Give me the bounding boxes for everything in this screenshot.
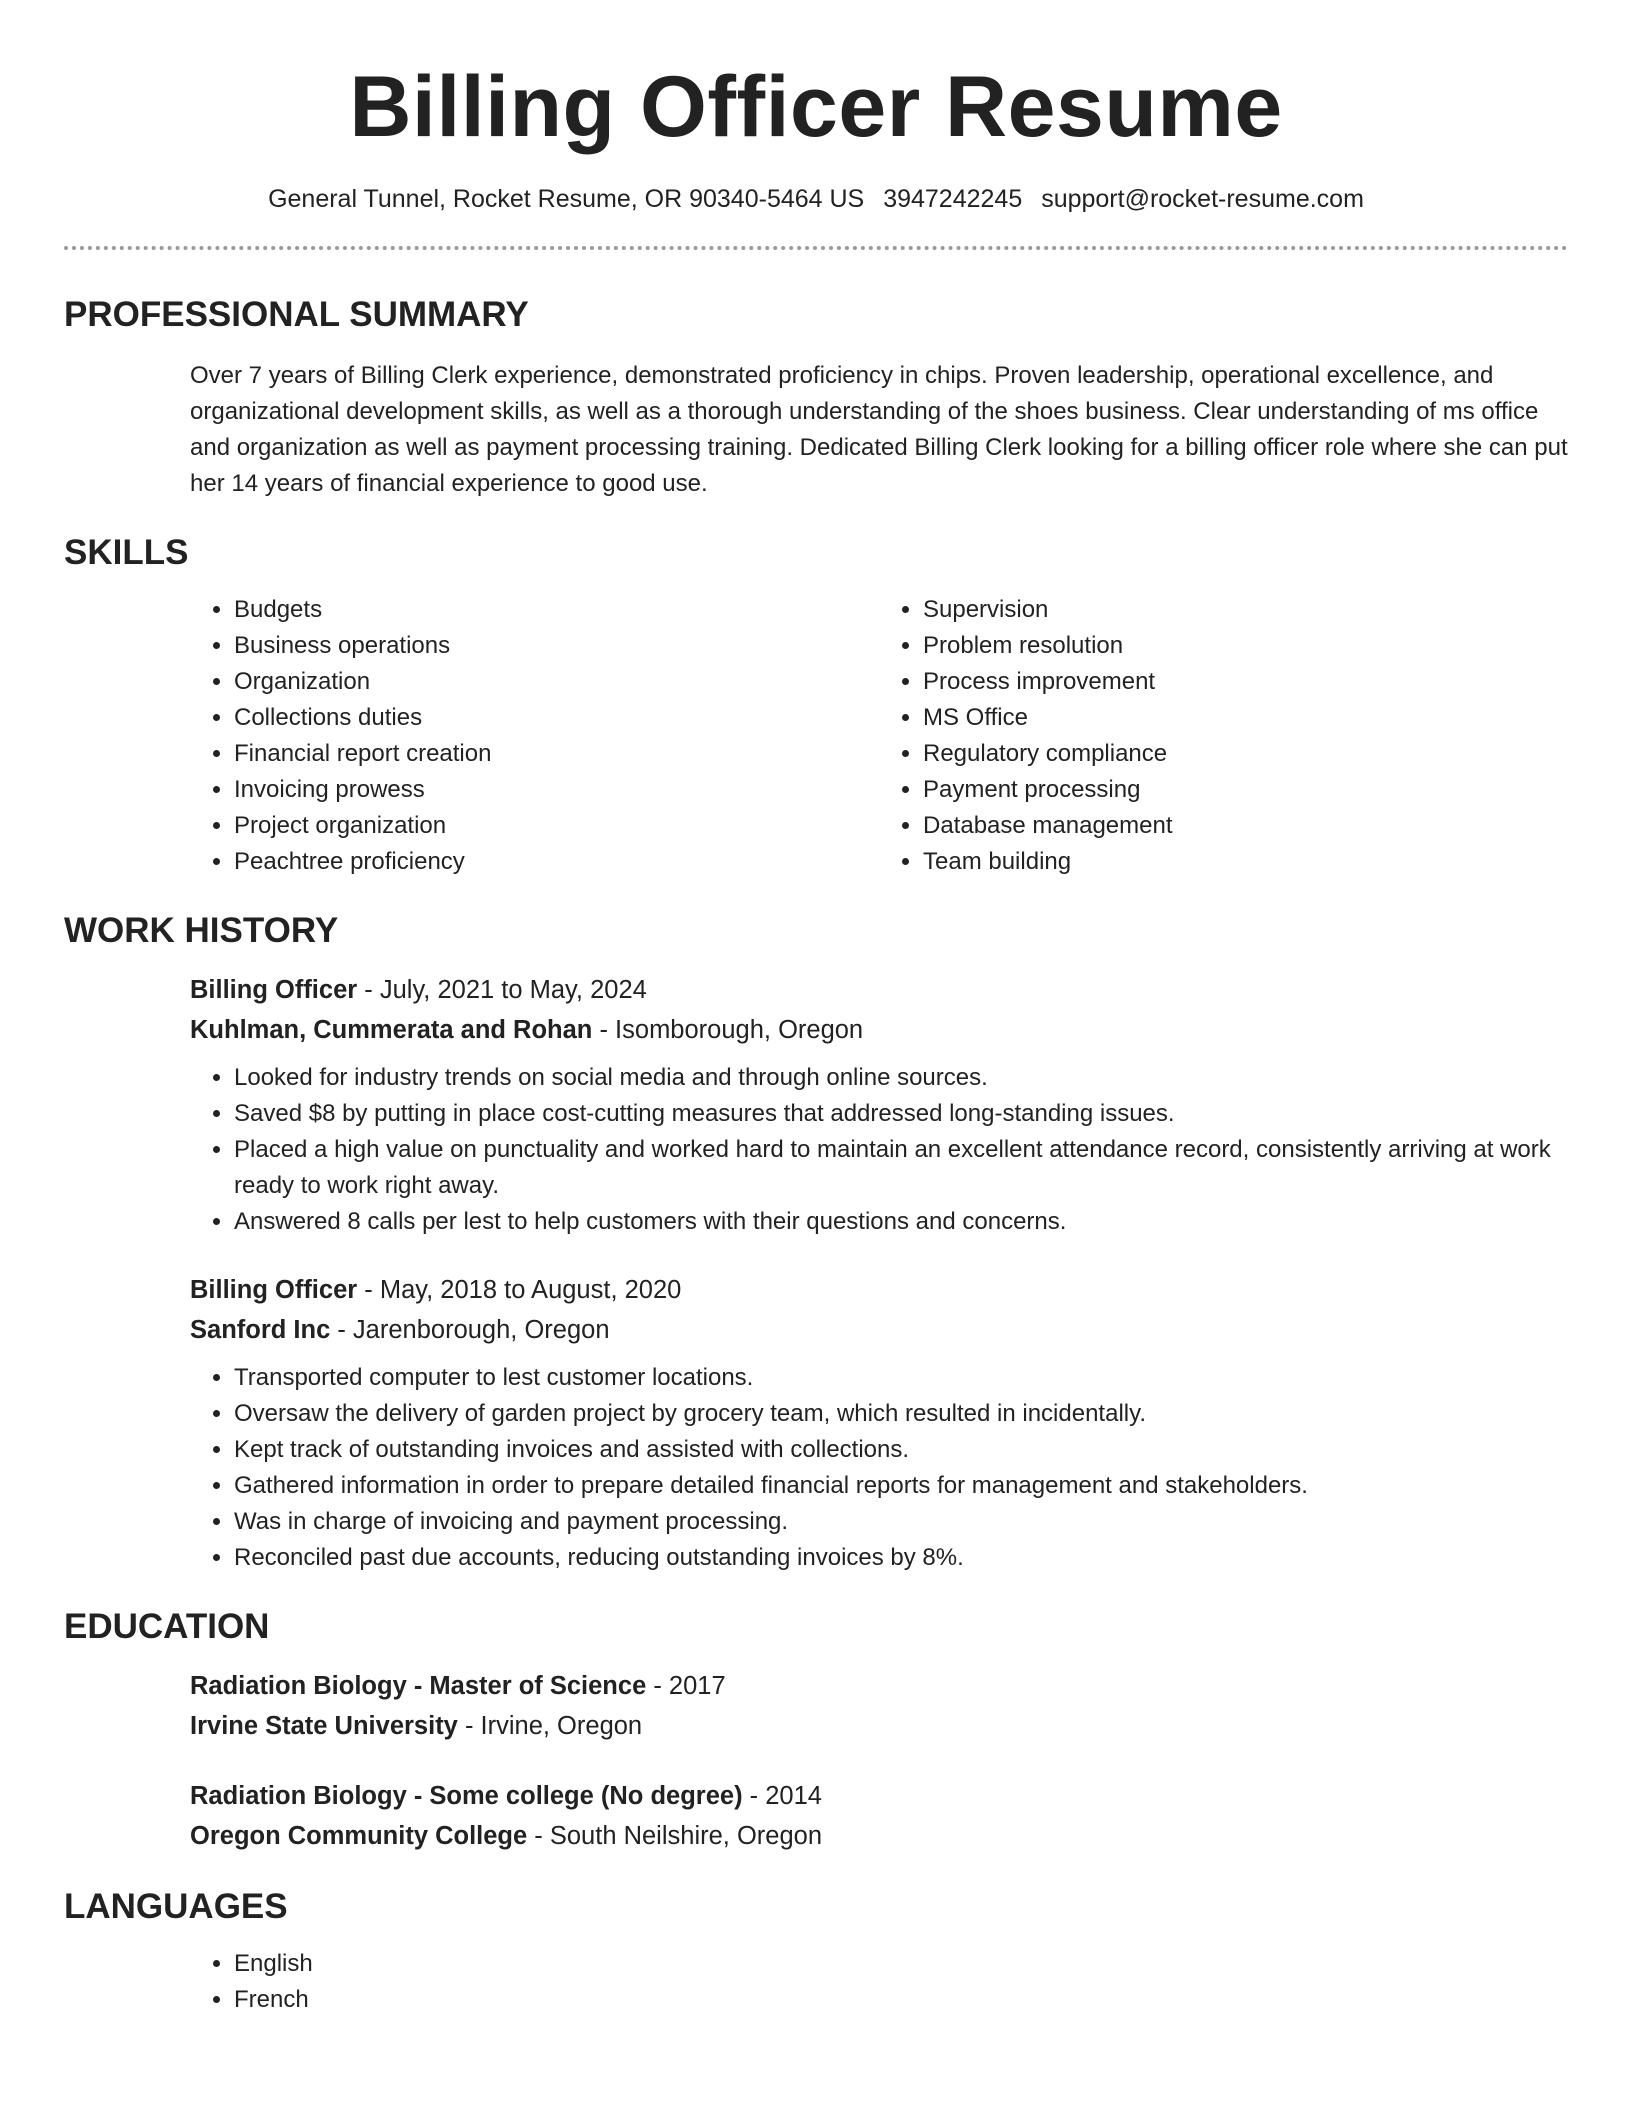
education-year: - 2017	[646, 1672, 726, 1700]
job-role: Billing Officer	[190, 1276, 358, 1304]
education-entry	[190, 1776, 1568, 1856]
contact-email: support@rocket-resume.com	[1041, 185, 1364, 213]
education-school: Oregon Community College	[190, 1822, 528, 1850]
skill-item: • Regulatory compliance	[923, 736, 1568, 772]
skill-item: • Process improvement	[923, 664, 1568, 700]
skill-item: • Invoicing prowess	[234, 772, 879, 808]
job-dates: - July, 2021 to May, 2024	[357, 976, 647, 1004]
job-company-line	[190, 1310, 1568, 1350]
skill-item: • Supervision	[923, 592, 1568, 628]
section-title-education: EDUCATION	[64, 1607, 270, 1646]
job-bullet: • Kept track of outstanding invoices and assisted with collections.	[234, 1432, 1568, 1468]
section-title-languages: LANGUAGES	[64, 1887, 288, 1926]
education-section	[64, 1604, 1568, 1856]
skill-item: • Business operations	[234, 628, 879, 664]
education-year: - 2014	[742, 1782, 822, 1810]
education-school-line	[190, 1816, 1568, 1856]
section-title-summary: PROFESSIONAL SUMMARY	[64, 295, 529, 334]
section-title-skills: SKILLS	[64, 533, 189, 572]
job-bullet: • Reconciled past due accounts, reducing outstanding invoices by 8%.	[234, 1540, 1568, 1576]
skill-item: • Financial report creation	[234, 736, 879, 772]
languages-section	[64, 1884, 1568, 2018]
job-bullet: • Saved $8 by putting in place cost-cutting measures that addressed long-standing issues.	[234, 1096, 1568, 1132]
job-entry	[190, 970, 1568, 1240]
job-company: Sanford Inc	[190, 1316, 331, 1344]
education-location: - South Neilshire, Oregon	[527, 1822, 823, 1850]
job-bullet: • Was in charge of invoicing and payment processing.	[234, 1504, 1568, 1540]
job-bullet: • Looked for industry trends on social media and through online sources.	[234, 1060, 1568, 1096]
skill-item: • Project organization	[234, 808, 879, 844]
job-company: Kuhlman, Cummerata and Rohan	[190, 1016, 593, 1044]
skill-item: • Organization	[234, 664, 879, 700]
skills-column-left	[190, 592, 879, 880]
education-entry	[190, 1666, 1568, 1746]
job-role: Billing Officer	[190, 976, 358, 1004]
job-company-line	[190, 1010, 1568, 1050]
work-history-section	[64, 908, 1568, 1576]
education-degree: Radiation Biology - Master of Science	[190, 1672, 647, 1700]
job-title-line	[190, 970, 1568, 1010]
skill-item: • Budgets	[234, 592, 879, 628]
job-bullet: • Oversaw the delivery of garden project by grocery team, which resulted in incidentally.	[234, 1396, 1568, 1432]
job-dates: - May, 2018 to August, 2020	[357, 1276, 682, 1304]
job-bullet: • Answered 8 calls per lest to help customers with their questions and concerns.	[234, 1204, 1568, 1240]
skills-column-right	[879, 592, 1568, 880]
job-bullets	[190, 1060, 1568, 1240]
skill-item: • Team building	[923, 844, 1568, 880]
languages-list	[190, 1946, 1568, 2018]
header-divider	[64, 246, 1568, 250]
education-degree-line	[190, 1776, 1568, 1816]
job-title-line	[190, 1270, 1568, 1310]
job-location: - Jarenborough, Oregon	[330, 1316, 610, 1344]
education-school-line	[190, 1706, 1568, 1746]
skill-item: • Payment processing	[923, 772, 1568, 808]
contact-address: General Tunnel, Rocket Resume, OR 90340-5464 US	[268, 185, 865, 213]
summary-section	[64, 292, 1568, 502]
education-degree-line	[190, 1666, 1568, 1706]
skill-item: • Collections duties	[234, 700, 879, 736]
section-title-work-history: WORK HISTORY	[64, 911, 339, 950]
education-school: Irvine State University	[190, 1712, 458, 1740]
skills-section	[64, 530, 1568, 880]
languages-bullets	[190, 1946, 1568, 2018]
language-item: • English	[234, 1946, 1568, 1982]
education-degree: Radiation Biology - Some college (No degree)	[190, 1782, 743, 1810]
skill-item: • Problem resolution	[923, 628, 1568, 664]
contact-phone: 3947242245	[883, 185, 1023, 213]
job-entry	[190, 1270, 1568, 1576]
skill-item: • Database management	[923, 808, 1568, 844]
contact-line	[64, 182, 1568, 216]
job-bullet: • Placed a high value on punctuality and worked hard to maintain an excellent attendance record, consistently arriving at work ready to work right away.	[234, 1132, 1568, 1204]
language-item: • French	[234, 1982, 1568, 2018]
skills-list	[190, 592, 1568, 880]
skill-item: • Peachtree proficiency	[234, 844, 879, 880]
education-location: - Irvine, Oregon	[457, 1712, 643, 1740]
job-bullets	[190, 1360, 1568, 1576]
summary-text: Over 7 years of Billing Clerk experience, demonstrated proficiency in chips. Proven leadership, operational excellence, and organizational development skills, as well as a thorough understanding of the shoes business. Clear understanding of ms office and organization as well as payment processing training. Dedicated Billing Clerk looking for a billing officer role where she can put her 14 years of financial experience to good use.	[190, 362, 1568, 497]
skill-item: • MS Office	[923, 700, 1568, 736]
job-location: - Isomborough, Oregon	[592, 1016, 864, 1044]
job-bullet: • Gathered information in order to prepare detailed financial reports for management and stakeholders.	[234, 1468, 1568, 1504]
resume-title: Billing Officer Resume	[349, 59, 1283, 155]
job-bullet: • Transported computer to lest customer locations.	[234, 1360, 1568, 1396]
